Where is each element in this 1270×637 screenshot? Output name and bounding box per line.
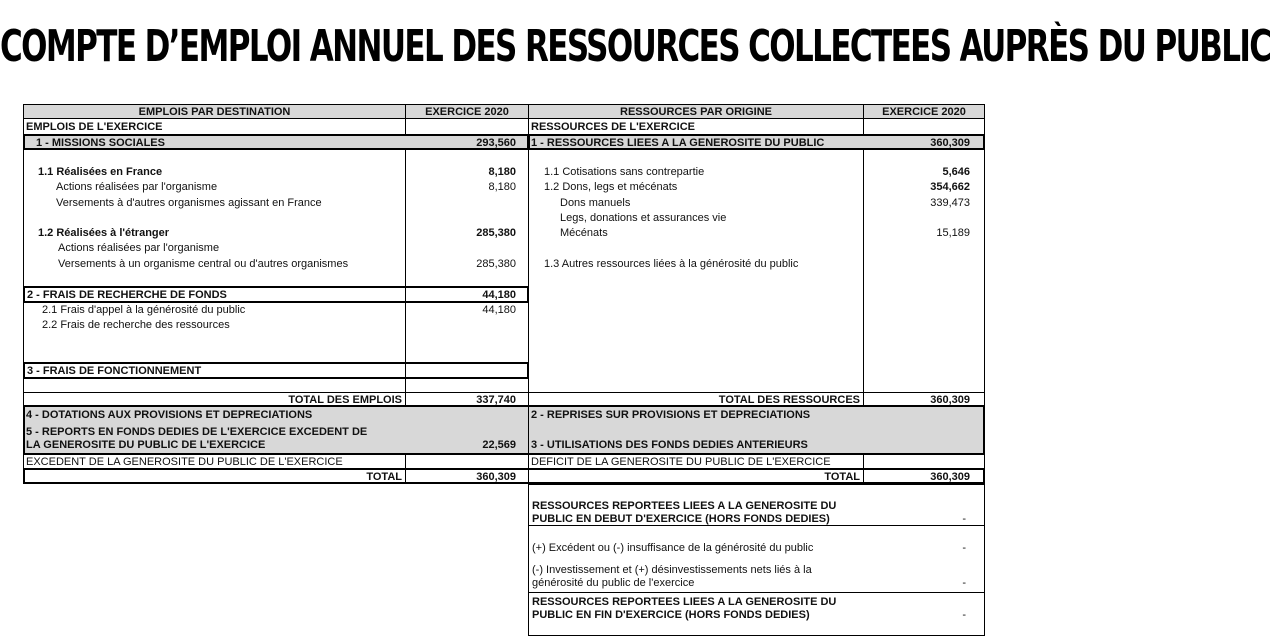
total-emplois-label: TOTAL DES EMPLOIS (288, 394, 402, 406)
total-label-right: TOTAL (824, 471, 860, 483)
frais-appel-value: 44,180 (482, 304, 516, 316)
etranger-versements-label: Versements à un organisme central ou d'autres organismes (58, 258, 349, 270)
etranger-versements-value: 285,380 (476, 258, 516, 270)
frais-ressources-label: 2.2 Frais de recherche des ressources (42, 319, 230, 331)
total-emplois-value: 337,740 (476, 394, 516, 406)
frais-recherche-label: 2 - FRAIS DE RECHERCHE DE FONDS (27, 289, 227, 301)
mecenats-label: Mécénats (560, 227, 608, 239)
reports-value: 22,569 (482, 439, 516, 451)
cotisations-label: 1.1 Cotisations sans contrepartie (544, 166, 705, 178)
frais-recherche-value: 44,180 (482, 289, 516, 301)
france-label: 1.1 Réalisées en France (38, 166, 163, 178)
invest-line1: (-) Investissement et (+) désinvestissements nets liés à la (532, 564, 812, 576)
invest-value: - (962, 577, 966, 589)
france-actions-value: 8,180 (488, 181, 516, 193)
ressources-section: RESSOURCES DE L'EXERCICE (531, 121, 695, 133)
france-actions-label: Actions réalisées par l'organisme (56, 181, 218, 193)
etranger-value: 285,380 (476, 227, 516, 239)
debut-line2: PUBLIC EN DEBUT D'EXERCICE (HORS FONDS DEDIES) (532, 513, 830, 525)
utilisations-label: 3 - UTILISATIONS DES FONDS DEDIES ANTERIEURS (531, 439, 808, 451)
etranger-label: 1.2 Réalisées à l'étranger (38, 227, 170, 239)
dons-value: 354,662 (930, 181, 970, 193)
dons-manuels-value: 339,473 (930, 197, 970, 209)
mecenats-value: 15,189 (936, 227, 970, 239)
reports-line1: 5 - REPORTS EN FONDS DEDIES DE L'EXERCICE EXCEDENT DE (26, 426, 368, 438)
fin-line1: RESSOURCES REPORTEES LIEES A LA GENEROSITE DU (532, 596, 837, 608)
missions-label: 1 - MISSIONS SOCIALES (36, 137, 165, 149)
excedent-insuffisance-label: (+) Excédent ou (-) insuffisance de la générosité du public (532, 542, 814, 554)
legs-label: Legs, donations et assurances vie (560, 212, 727, 224)
ressources-header: RESSOURCES PAR ORIGINE (620, 106, 772, 118)
reprises-label: 2 - REPRISES SUR PROVISIONS ET DEPRECIATIONS (531, 409, 811, 421)
emplois-header: EMPLOIS PAR DESTINATION (138, 106, 291, 118)
ressources-year-header: EXERCICE 2020 (882, 106, 966, 118)
page-title: COMPTE D’EMPLOI ANNUEL DES RESSOURCES COLLECTEES AUPRÈS DU PUBLIC (0, 21, 1270, 73)
excedent-label: EXCEDENT DE LA GENEROSITE DU PUBLIC DE L'EXERCICE (26, 456, 343, 468)
autres-label: 1.3 Autres ressources liées à la générosité du public (544, 258, 799, 270)
france-value: 8,180 (488, 166, 516, 178)
debut-line1: RESSOURCES REPORTEES LIEES A LA GENEROSITE DU (532, 500, 837, 512)
dons-label: 1.2 Dons, legs et mécénats (544, 181, 678, 193)
total-ressources-value: 360,309 (930, 394, 970, 406)
frais-appel-label: 2.1 Frais d'appel à la générosité du public (42, 304, 246, 316)
dotations-label: 4 - DOTATIONS AUX PROVISIONS ET DEPRECIATIONS (26, 409, 313, 421)
total-ressources-label: TOTAL DES RESSOURCES (718, 394, 860, 406)
deficit-label: DEFICIT DE LA GENEROSITE DU PUBLIC DE L'EXERCICE (531, 456, 831, 468)
etranger-actions-label: Actions réalisées par l'organisme (58, 242, 220, 254)
excedent-insuffisance-value: - (962, 542, 966, 554)
reports-line2: LA GENEROSITE DU PUBLIC DE L'EXERCICE (26, 439, 266, 451)
debut-value: - (962, 513, 966, 525)
generosite-value: 360,309 (930, 137, 970, 149)
total-value-left: 360,309 (476, 471, 516, 483)
france-versements-label: Versements à d'autres organismes agissant en France (56, 197, 322, 209)
frais-fonct-label: 3 - FRAIS DE FONCTIONNEMENT (27, 365, 202, 377)
total-value-right: 360,309 (930, 471, 970, 483)
total-label-left: TOTAL (366, 471, 402, 483)
emplois-year-header: EXERCICE 2020 (425, 106, 509, 118)
cotisations-value: 5,646 (942, 166, 970, 178)
invest-line2: générosité du public de l'exercice (532, 577, 695, 589)
fin-line2: PUBLIC EN FIN D'EXERCICE (HORS FONDS DEDIES) (532, 609, 810, 621)
dons-manuels-label: Dons manuels (560, 197, 631, 209)
generosite-label: 1 - RESSOURCES LIEES A LA GENEROSITE DU PUBLIC (531, 137, 825, 149)
emplois-section: EMPLOIS DE L'EXERCICE (26, 121, 163, 133)
fin-value: - (962, 609, 966, 621)
missions-value: 293,560 (476, 137, 516, 149)
